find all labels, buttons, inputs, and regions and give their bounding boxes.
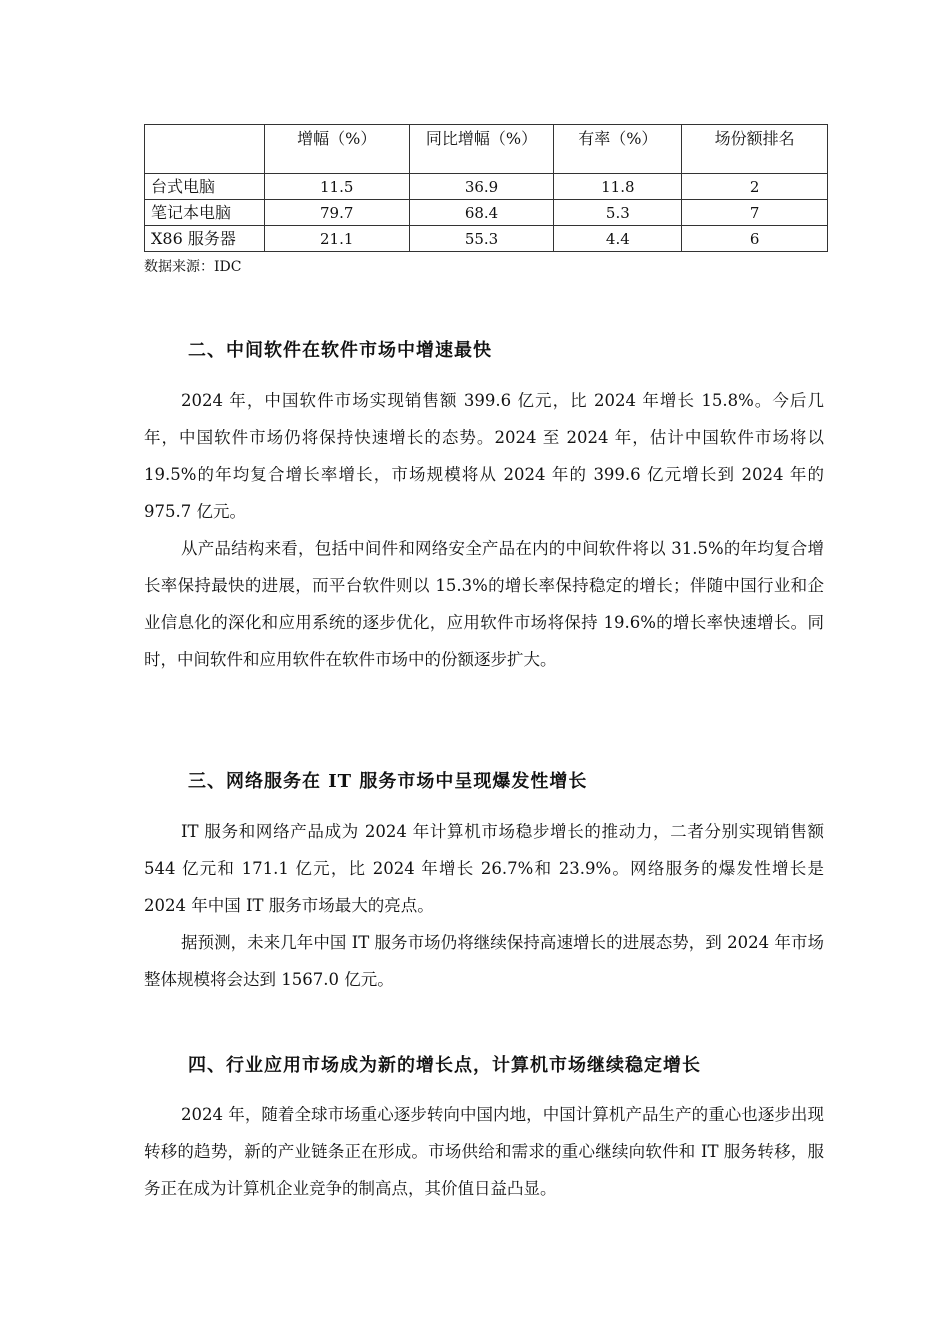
table-cell: 11.8 (554, 174, 682, 200)
table-cell: 2 (682, 174, 828, 200)
section-paragraph: 据预测，未来几年中国 IT 服务市场仍将继续保持高速增长的进展态势，到 2024 年市场整体规模将会达到 1567.0 亿元。 (144, 933, 824, 989)
table-header-yoy-growth: 同比增幅（%） (409, 125, 554, 174)
row-label: X86 服务器 (145, 226, 265, 252)
table-row (145, 200, 828, 226)
market-data-table (144, 124, 828, 252)
table-cell: 79.7 (264, 200, 409, 226)
row-label: 笔记本电脑 (145, 200, 265, 226)
table-cell: 36.9 (409, 174, 554, 200)
table-header-share-rate: 有率（%） (554, 125, 682, 174)
section-heading-network-services: 三、网络服务在 IT 服务市场中呈现爆发性增长 (188, 771, 588, 792)
table-header-rank: 场份额排名 (682, 125, 828, 174)
table-header-growth: 增幅（%） (264, 125, 409, 174)
table-header-blank (145, 125, 265, 174)
section-paragraph: 从产品结构来看，包括中间件和网络安全产品在内的中间软件将以 31.5%的年均复合增长率保持最快的进展，而平台软件则以 15.3%的增长率保持稳定的增长；伴随中国行业和企业信息化的深化和应用系统的逐步优化，应用软件市场将保持 19.6%的增长率快速增长。同时，中间软件和应用软件在软件市场中的份额逐步扩大。 (144, 539, 824, 669)
section-paragraph: 2024 年，中国软件市场实现销售额 399.6 亿元，比 2024 年增长 15.8%。今后几年，中国软件市场仍将保持快速增长的态势。2024 至 2024 年，估计中国软件市场将以 19.5%的年均复合增长率增长，市场规模将从 2024 年的 399.6 亿元增长到 2024 年的 975.7 亿元。 (144, 391, 824, 521)
section-heading-industry-applications: 四、行业应用市场成为新的增长点，计算机市场继续稳定增长 (188, 1055, 701, 1076)
table-row (145, 226, 828, 252)
row-label: 台式电脑 (145, 174, 265, 200)
table-cell: 68.4 (409, 200, 554, 226)
table-cell: 55.3 (409, 226, 554, 252)
table-cell: 4.4 (554, 226, 682, 252)
section-paragraph: IT 服务和网络产品成为 2024 年计算机市场稳步增长的推动力，二者分别实现销售额 544 亿元和 171.1 亿元，比 2024 年增长 26.7%和 23.9%。网络服务的爆发性增长是 2024 年中国 IT 服务市场最大的亮点。 (144, 822, 824, 915)
data-source-note: 数据来源：IDC (144, 259, 242, 275)
table-cell: 7 (682, 200, 828, 226)
table-cell: 6 (682, 226, 828, 252)
table-cell: 11.5 (264, 174, 409, 200)
table-cell: 5.3 (554, 200, 682, 226)
table-header-row (145, 125, 828, 174)
section-heading-middleware: 二、中间软件在软件市场中增速最快 (188, 340, 492, 361)
table-cell: 21.1 (264, 226, 409, 252)
table-row (145, 174, 828, 200)
section-paragraph: 2024 年，随着全球市场重心逐步转向中国内地，中国计算机产品生产的重心也逐步出现转移的趋势，新的产业链条正在形成。市场供给和需求的重心继续向软件和 IT 服务转移，服务正在成为计算机企业竞争的制高点，其价值日益凸显。 (144, 1105, 824, 1198)
